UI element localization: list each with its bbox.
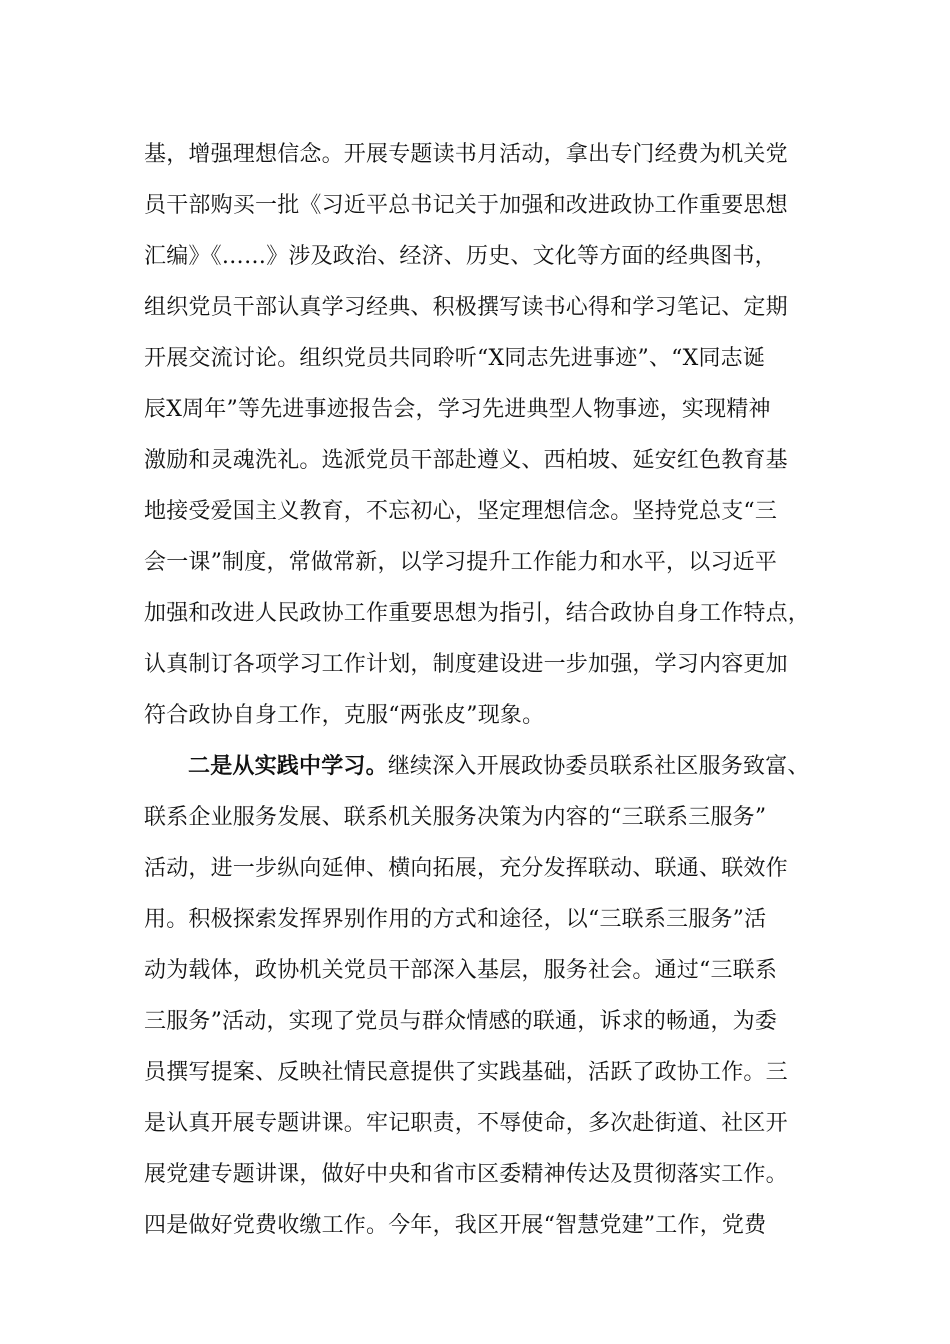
text-line: 加强和改进人民政协工作重要思想为指引，结合政协自身工作特点， <box>144 601 811 626</box>
text-line: 员撰写提案、反映社情民意提供了实践基础，活跃了政协工作。三 <box>144 1060 788 1085</box>
text-line: 员干部购买一批《习近平总书记关于加强和改进政协工作重要思想 <box>144 193 788 218</box>
text-line: 开展交流讨论。组织党员共同聆听“X同志先进事迹”、“X同志诞 <box>144 346 766 371</box>
text-line: 是认真开展专题讲课。牢记职责，不辱使命，多次赴街道、社区开 <box>144 1111 788 1136</box>
text-line: 激励和灵魂洗礼。选派党员干部赴遵义、西柏坡、延安红色教育基 <box>144 448 788 473</box>
text-line: 基，增强理想信念。开展专题读书月活动，拿出专门经费为机关党 <box>144 142 788 167</box>
text-line: 符合政协自身工作，克服“两张皮”现象。 <box>144 703 545 728</box>
text-line: 用。积极探索发挥界别作用的方式和途径，以“三联系三服务”活 <box>144 907 767 932</box>
text-line: 联系企业服务发展、联系机关服务决策为内容的“三联系三服务” <box>144 805 767 830</box>
text-line: 组织党员干部认真学习经典、积极撰写读书心得和学习笔记、定期 <box>144 295 788 320</box>
text-line: 四是做好党费收缴工作。今年，我区开展“智慧党建”工作，党费 <box>144 1213 767 1238</box>
paragraph-2-first-line <box>144 741 834 792</box>
paragraph-text: 继续深入开展政协委员联系社区服务致富、 <box>387 754 810 779</box>
text-line: 汇编》《……》涉及政治、经济、历史、文化等方面的经典图书， <box>144 244 777 269</box>
text-line: 辰X周年”等先进事迹报告会，学习先进典型人物事迹，实现精神 <box>144 397 771 422</box>
paragraph-2 <box>144 741 834 1251</box>
text-line: 地接受爱国主义教育，不忘初心，坚定理想信念。坚持党总支“三 <box>144 499 778 524</box>
text-line: 展党建专题讲课，做好中央和省市区委精神传达及贯彻落实工作。 <box>144 1162 788 1187</box>
text-line: 动为载体，政协机关党员干部深入基层，服务社会。通过“三联系 <box>144 958 778 983</box>
paragraph-1 <box>144 129 834 741</box>
text-line: 三服务”活动，实现了党员与群众情感的联通，诉求的畅通，为委 <box>144 1009 778 1034</box>
text-line: 活动，进一步纵向延伸、横向拓展，充分发挥联动、联通、联效作 <box>144 856 788 881</box>
text-line: 会一课”制度，常做常新，以学习提升工作能力和水平，以习近平 <box>144 550 778 575</box>
document-body <box>144 129 834 1251</box>
text-line: 认真制订各项学习工作计划，制度建设进一步加强，学习内容更加 <box>144 652 788 677</box>
paragraph-heading: 二是从实践中学习。 <box>188 753 388 779</box>
